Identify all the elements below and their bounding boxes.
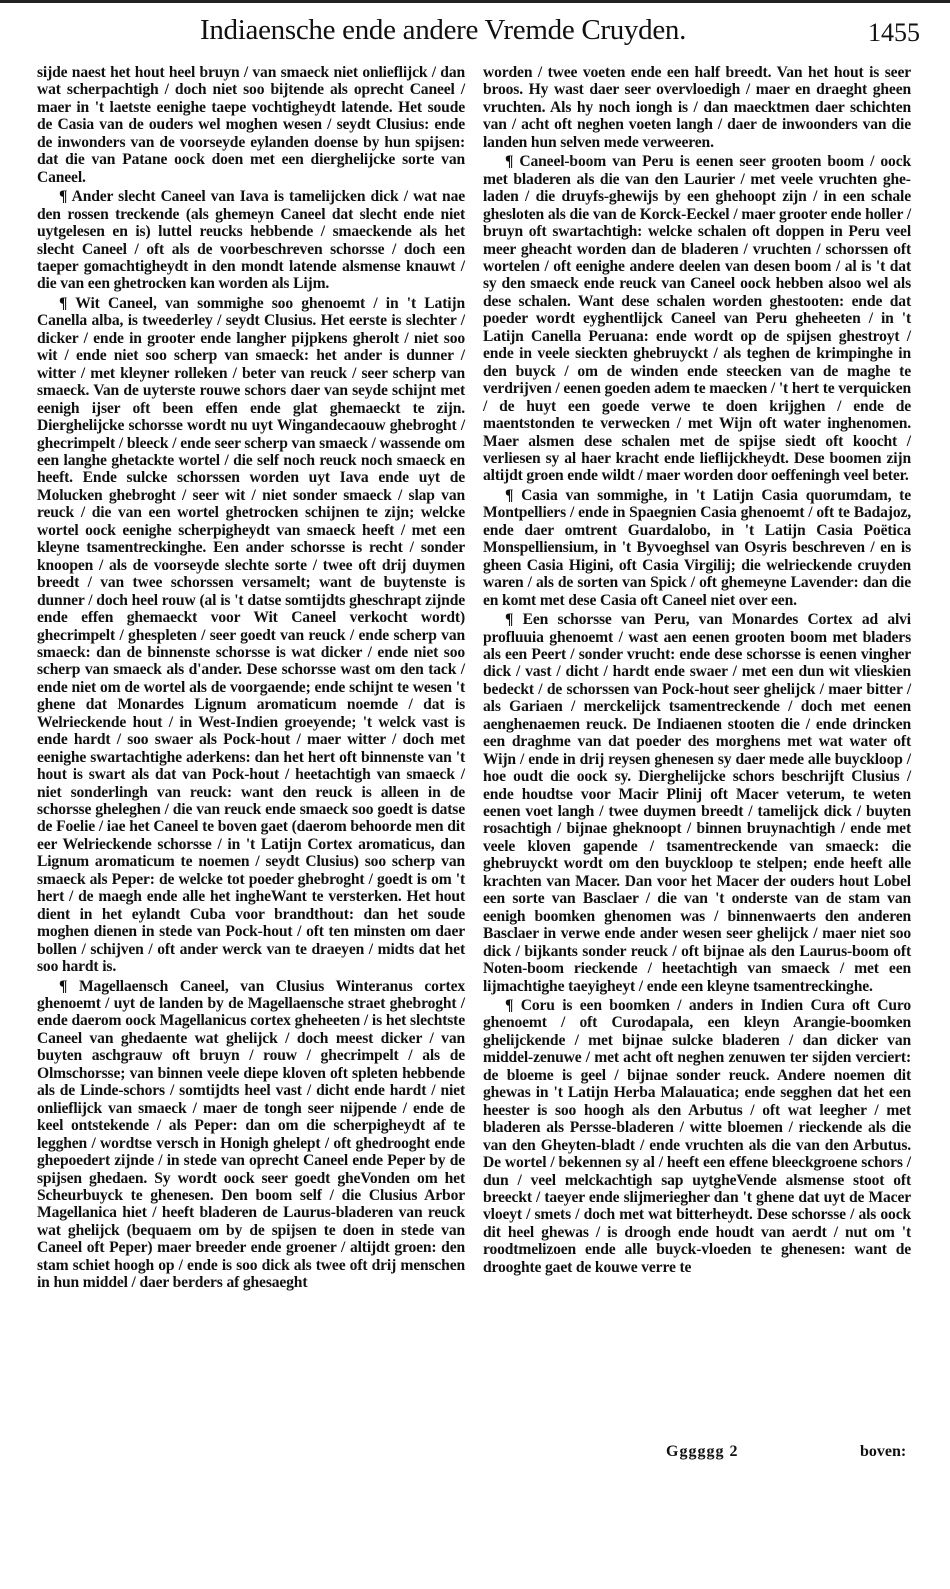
paragraph: ¶ Ander slecht Caneel van Iava is tamelijcken dick / wat nae den rossen treckende (als ghemeyn Caneel dat slecht ende niet uytgelesen en is) luttel reucks hebbende / smaeckende als het slecht Caneel / oft als de voorbeschreven schorsse / doch een taeper gomachtigheydt in den mondt latende alsmense knauwt / die van een ghetrocken kan worden als Lijm. xyxy=(37,188,465,293)
paragraph: ¶ Magellaensch Caneel, van Clusius Winteranus cortex ghenoemt / uyt de landen by de Magellaensche straet ghebroght / ende daerom oock Magellanicus cortex gheheeten / is het slechtste Caneel van ghedaente wat ghelijck / doch meest dicker / van buyten aschgrauw oft bruyn / rouw / ghecrimpelt / als de Olmschorsse; van binnen veele diepe kloven oft spleten hebbende als de Linde-schors / somtijdts heel vast / dicht ende hardt / niet onlieflijck van smaeck / maer de tongh seer nijpende / ende de keel ontstekende / als Peper: dan om die scherpigheydt af te legghen / wordtse versch in Honigh ghelept / oft ghedrooght ende ghepoedert zijnde / in stede van oprecht Caneel ende Peper by de spijsen ghedaen. Sy wordt oock seer goedt gheVonden om het Scheurbuyck te ghenesen. Den boom self / die Clusius Arbor Magellanica hiet / heeft bladeren de Laurus-bladeren van reuck wat ghelijck (bequaem om by de spijsen te doen in stede van Caneel oft Peper) maer breeder ende groener / altijdt groen: den stam schiet hoogh op / ende is soo dick als twee oft drij menschen in hun middel / daer berders af ghesaeght xyxy=(37,977,465,1292)
paragraph: sijde naest het hout heel bruyn / van smaeck niet onlieflijck / dan wat scherpachtigh / doch niet soo bijtende als oprecht Caneel / maer in 't laetste eenighe taepe vochtigheydt latende. Het soude de Casia van de ouders wel moghen wesen / seydt Clusius: ende de inwonders van de voorseyde eylanden doense by hun spijsen: dat die van Patane oock doen met een dierghelijcke sorte van Caneel. xyxy=(37,64,465,186)
paragraph: ¶ Caneel-boom van Peru is eenen seer grooten boom / oock met bladeren als die van den Laurier / met veele vruchten gheladen / die druyfs-ghewijs by een ghehoopt zijn / in een schale ghesloten als die van de Korck-Eeckel / maer grooter ende holler / bruyn oft swartachtigh: welcke schalen oft doppen in Peru veel meer gheacht worden dan de bladeren / vruchten / schorssen oft wortelen / oft eenighe andere deelen van desen boom / al is 't dat sy den smaeck ende reuck van Caneel oock hebben alsoo wel als dese schalen. Want dese schalen worden ghestooten: ende dat poeder wordt eyghentlijck Caneel van Peru gheheeten / in 't Latijn Canella Peruana: ende wordt op de spijsen ghestroyt / ende in veele sieckten ghebruyckt / als teghen de krimpinghe in den buyck / om de winden ende steecken van de maghe te verdrijven / eenen goeden adem te maecken / 't hert te verquicken / de huyt een goede verwe te doen krijghen / ende de maentstonden te verwecken / met Wijn oft water inghenomen. Maer alsmen dese schalen met de spijse siedt oft koocht / verliesen sy al haer kracht ende lieflijckheydt. Dese boomen zijn altijdt groen ende wildt / maer worden door oeffeningh veel beter. xyxy=(483,153,911,485)
left-column xyxy=(37,64,465,1294)
page-number: 1455 xyxy=(868,18,920,47)
right-column xyxy=(483,64,911,1278)
paragraph: ¶ Coru is een boomken / anders in Indien Cura oft Curo ghenoemt / oft Curodapala, een kleyn Arangie-boomken ghelijckende / met bijnae sulcke bladeren / dan dicker van middel-zenuwe / met acht oft neghen zenuwen ter sijden verciert: de bloeme is geel / bijnae sonder reuck. Andere noemen dit ghewas in 't Latijn Herba Malauatica; ende segghen dat het een heester is soo hoogh als den Arbutus / oft wat leegher / met bladeren als Persse-bladeren / witte bloemen / rieckende als die van den Gheyten-bladt / ende vruchten als die van den Arbutus. De wortel / bekennen sy al / heeft een effene bleeckgroene schors / dun / veel melckachtigh sap uytgheVende alsmense stoot oft breeckt / taeyer ende slijmeriegher dan 't ghene dat uyt de Macer vloeyt / smets / doch met wat bitterheydt. Dese schorsse / als oock dit heel ghewas / is droogh ende houdt van aerdt / nut om 't roodtmelizoen ende alle buyck-vloeden te ghenesen: want de drooghte gaet de kouwe verre te xyxy=(483,997,911,1276)
page-top-edge xyxy=(0,0,950,3)
paragraph: worden / twee voeten ende een half breedt. Van het hout is seer broos. Hy wast daer seer overvloedigh / maer en draeght gheen vruchten. Als hy noch iongh is / dan maecktmen daer schichten van / acht oft neghen voeten langh / daer de inwoonders van die landen hun selven mede verweeren. xyxy=(483,64,911,151)
paragraph: ¶ Wit Caneel, van sommighe soo ghenoemt / in 't Latijn Canella alba, is tweederley / seydt Clusius. Het eerste is slechter / dicker / ende in grooter ende langher pijpkens gherolt / niet soo wit / ende niet soo scherp van smaeck: het ander is dunner / witter / met kleyner rolleken / beter van reuck / seer scherp van smaeck. Van de uyterste rouwe schors daer van seyde schijnt met eenigh ijser oft been effen ende glat ghemaeckt te zijn. Dierghelijcke schorsse wordt nu uyt Wingandecaouw ghebroght / ghecrimpelt / bleeck / ende seer scherp van smaeck / wassende om een langhe ghetackte wortel / die self noch reuck noch smaeck en heeft. Ende sulcke schorssen worden uyt Iava ende uyt de Molucken ghebroght / seer wit / niet sonder smaeck / slap van reuck / die van een wortel ghetrocken schijnen te zijn; welcke wortel oock eenighe scherpigheydt van smaeck heeft / met een kleyne tsamentreckinghe. Een ander schorsse is recht / sonder knoopen / als de voorseyde slechte sorte / twee oft drij duymen breedt / van twee schorssen versamelt; want de buytenste is dunner / doch heel rouw (al is 't datse somtijdts gheschrapt zijnde ende effen ghemaeckt voor Wit Caneel verkocht wordt) ghecrimpelt / ghespleten / seer goedt van reuck / ende scherp van smaeck: dan de binnenste schorsse is wat dicker / ende niet soo scherp van smaeck als d'ander. Dese schorsse wast om den tack / ende niet om de wortel als de voorgaende; ende schijnt te wesen 't ghene dat Monardes Lignum aromaticum noemde / dat is Welrieckende hout / in West-Indien groeyende; 't welck vast is ende hardt / soo swaer als Pock-hout / maer witter / doch met eenighe swartachtighe aderkens: dan het hert oft binnenste van 't hout is swart als dat van Pock-hout / heetachtigh van smaeck / niet sonderlingh van reuck: want den reuck is alleen in de schorsse gheleghen / die van reuck ende smaeck soo goedt is datse de Foelie / iae het Caneel te boven gaet (daerom behoorde men dit eer Welrieckende schorsse / in 't Latijn Cortex aromaticus, dan Lignum aromaticum te noemen / seydt Clusius) soo scherp van smaeck als Peper: de welcke tot poeder ghebroght / goedt is om 't hert / de maegh ende alle het ingheWant te versterken. Het hout dient in het eylandt Cuba voor brandthout: dan het soude moghen dienen in stede van Pock-hout / oft ten minsten om daer bollen / schijven / oft ander werck van te draeyen / midts dat het soo hardt is. xyxy=(37,294,465,976)
running-title: Indiaensche ende andere Vremde Cruyden. xyxy=(200,14,687,46)
catchword: boven: xyxy=(860,1443,907,1460)
signature-mark: Gggggg 2 xyxy=(666,1443,739,1460)
paragraph: ¶ Casia van sommighe, in 't Latijn Casia quorumdam, te Montpelliers / ende in Spaegnien Casia ghenoemt / oft te Badajoz, ende daer omtrent Guardalobo, in 't Latijn Casia Poëtica Monspelliensium, in 't Byvoeghsel van Osyris beschreven / en is gheen Casia Higini, oft Casia Virgilij; die welrieckende cruyden waren / als de sorten van Spick / oft ghemeyne Lavender: dan die en komt met dese Casia oft Caneel niet over een. xyxy=(483,486,911,609)
paragraph: ¶ Een schorsse van Peru, van Monardes Cortex ad alvi profluuia ghenoemt / wast aen eenen grooten boom met bladers als een Peert / sonder vrucht: ende dese schorsse is eenen vingher dick / vast / dicht / hardt ende swaer / met een dun wit vlieskien bedeckt / de schorssen van Pock-hout seer ghelijck / maer bitter / als Gariaen / merckelijck tsamentreckende / doch met eenen aenghenaemen reuck. De Indiaenen stooten die / ende drincken een draghme van dat poeder des morghens met wat water oft Wijn / ende in drij reysen ghenesen sy daer mede alle buyckloop / hoe oudt die oock sy. Dierghelijcke schors beschrijft Clusius / ende houdtse voor Macir Plinij oft Macer veterum, te weten eenen voet langh / twee duymen breedt / tamelijck dick / buyten rosachtigh / bijnae gheknoopt / binnen bruynachtigh / ende met veele kloven gapende / tsamentreckende van smaeck: die ghebruyckt wordt om den buyckloop te stelpen; ende heeft alle krachten van Macer. Dan voor het Macer der ouders hout Lobel een sorte van Basclaer / die van 't onderste van de stam van eenigh boomken ghenomen was / binnenwaerts den anderen Basclaer in verwe ende ander wesen seer ghelijck / maer niet soo dick / bijkants sonder reuck / oft bijnae als den Laurus-boom oft Noten-boom rieckende / heetachtigh van smaeck / met een lijmachtighe taeyigheyt / ende een kleyne tsamentreckinghe. xyxy=(483,611,911,995)
